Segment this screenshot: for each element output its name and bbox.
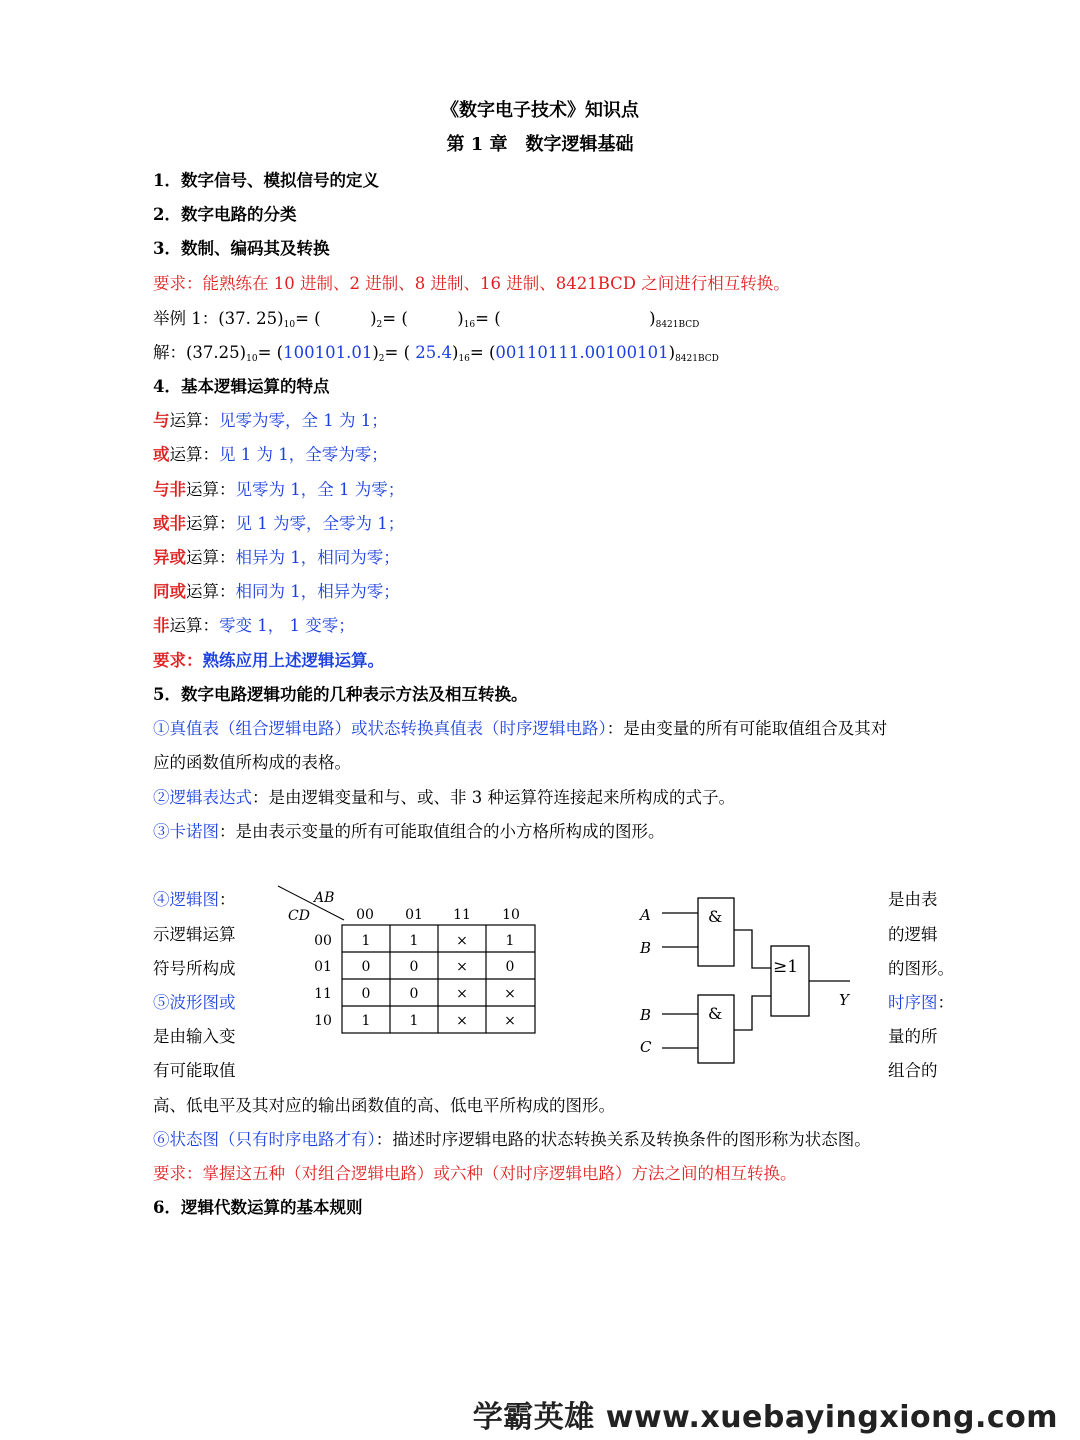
requirement-logic-ops: 要求：熟练应用上述逻辑运算。	[153, 651, 384, 670]
op-nor: 或非运算：见 1 为零，全零为 1；	[153, 514, 405, 533]
kmap-cell: ×	[504, 1013, 516, 1029]
method-waveform: ⑤波形图或	[153, 993, 236, 1012]
kmap-cell: 0	[409, 959, 419, 975]
karnaugh-map-figure	[270, 882, 550, 1038]
right-line-5: 组合的	[888, 1061, 938, 1080]
method-logic-diagram: ④逻辑图：	[153, 890, 236, 909]
kmap-row-headers	[314, 933, 332, 1029]
kmap-cell: 0	[409, 986, 419, 1002]
chapter-title: 第 1 章 数字逻辑基础	[446, 134, 634, 155]
op-or: 或运算：见 1 为 1，全零为零；	[153, 445, 388, 464]
op-xnor: 同或运算：相同为 1，相异为零；	[153, 582, 400, 601]
example-solution: 解：$(37.25)_{10}= (100101.01)_2=$ ( $25.4)_{16}= (00110111.00100101)_{8421BCD}$	[153, 343, 719, 364]
op-xor: 异或运算：相异为 1，相同为零；	[153, 548, 400, 567]
input-c-label: C	[640, 1038, 652, 1056]
kmap-cell: 0	[505, 959, 515, 975]
kmap-cell: 0	[361, 959, 371, 975]
method-logic-expression: ②逻辑表达式：是由逻辑变量和与、或、非 3 种运算符连接起来所构成的式子。	[153, 788, 735, 807]
kmap-ab-label: AB	[314, 890, 335, 906]
kmap-cell: ×	[456, 986, 468, 1002]
kmap-col-3: 10	[502, 907, 520, 923]
section-5-heading: 5．数字电路逻辑功能的几种表示方法及相互转换。	[153, 685, 528, 704]
kmap-row-1: 01	[314, 959, 332, 975]
input-b2-label: B	[640, 1006, 652, 1024]
kmap-row-3: 10	[314, 1013, 332, 1029]
left-line-4: 有可能取值	[153, 1061, 236, 1080]
kmap-cell: ×	[456, 959, 468, 975]
op-and: 与运算：见零为零，全 1 为 1；	[153, 411, 388, 430]
kmap-row-2: 11	[314, 986, 332, 1002]
method-state-diagram: ⑥状态图（只有时序电路才有）：描述时序逻辑电路的状态转换关系及转换条件的图形称为状态图。	[153, 1130, 871, 1149]
right-timing-term: 时序图：	[888, 993, 954, 1012]
kmap-cell: ×	[456, 933, 468, 949]
method-truth-table: ①真值表（组合逻辑电路）或状态转换真值表（时序逻辑电路）：是由变量的所有可能取值组合及其对	[153, 719, 888, 738]
right-line-4: 量的所	[888, 1027, 938, 1046]
right-line-3: 的图形。	[888, 959, 954, 978]
watermark: 学霸英雄 www.xuebayingxiong.com	[472, 1400, 1058, 1435]
requirement-methods: 要求：掌握这五种（对组合逻辑电路）或六种（对时序逻辑电路）方法之间的相互转换。	[153, 1164, 797, 1183]
left-line-3: 是由输入变	[153, 1027, 236, 1046]
method-karnaugh-map: ③卡诺图：是由表示变量的所有可能取值组合的小方格所构成的图形。	[153, 822, 665, 841]
method-truth-table-cont: 应的函数值所构成的表格。	[153, 753, 351, 772]
and-gate-1-symbol: &	[708, 907, 723, 926]
logic-circuit-figure	[628, 880, 868, 1068]
method-waveform-cont: 高、低电平及其对应的输出函数值的高、低电平所构成的图形。	[153, 1096, 615, 1115]
kmap-row-0: 00	[314, 933, 332, 949]
op-nand: 与非运算：见零为 1，全 1 为零；	[153, 480, 405, 499]
section-2-heading: 2．数字电路的分类	[153, 205, 297, 224]
section-1-heading: 1．数字信号、模拟信号的定义	[153, 171, 379, 190]
section-4-heading: 4．基本逻辑运算的特点	[153, 377, 330, 396]
op-not: 非运算：零变 1， 1 变零；	[153, 616, 355, 635]
requirement-conversion: 要求：能熟练在 10 进制、2 进制、8 进制、16 进制、8421BCD 之间进行相互转换。	[153, 274, 790, 293]
kmap-cd-label: CD	[288, 908, 310, 924]
input-a-label: A	[640, 906, 651, 924]
or-gate-symbol: ≥1	[773, 957, 799, 977]
right-line-1: 是由表	[888, 890, 938, 909]
output-y-label: Y	[839, 991, 849, 1009]
left-line-2: 符号所构成	[153, 959, 236, 978]
document-title: 《数字电子技术》知识点	[441, 100, 639, 121]
kmap-cell: 1	[505, 933, 515, 949]
kmap-cell: ×	[456, 1013, 468, 1029]
kmap-cell: 1	[409, 933, 419, 949]
section-3-heading: 3．数制、编码其及转换	[153, 239, 330, 258]
kmap-cell: ×	[504, 986, 516, 1002]
section-6-heading: 6．逻辑代数运算的基本规则	[153, 1198, 363, 1217]
kmap-col-0: 00	[356, 907, 374, 923]
example-1: 举例 1：(37. $25)_{10}=$ ( )$_2=$ ( )$_{16}=$ ( )$_{8421BCD}$	[153, 309, 700, 330]
kmap-cells	[362, 933, 516, 1029]
kmap-col-2: 11	[453, 907, 471, 923]
left-line-1: 示逻辑运算	[153, 925, 236, 944]
input-b-label: B	[640, 939, 652, 957]
right-line-2: 的逻辑	[888, 925, 938, 944]
kmap-cell: 1	[361, 1013, 371, 1029]
kmap-col-headers	[356, 907, 520, 923]
kmap-col-1: 01	[405, 907, 423, 923]
kmap-cell: 0	[361, 986, 371, 1002]
kmap-cell: 1	[409, 1013, 419, 1029]
and-gate-2-symbol: &	[708, 1004, 723, 1023]
kmap-cell: 1	[361, 933, 371, 949]
